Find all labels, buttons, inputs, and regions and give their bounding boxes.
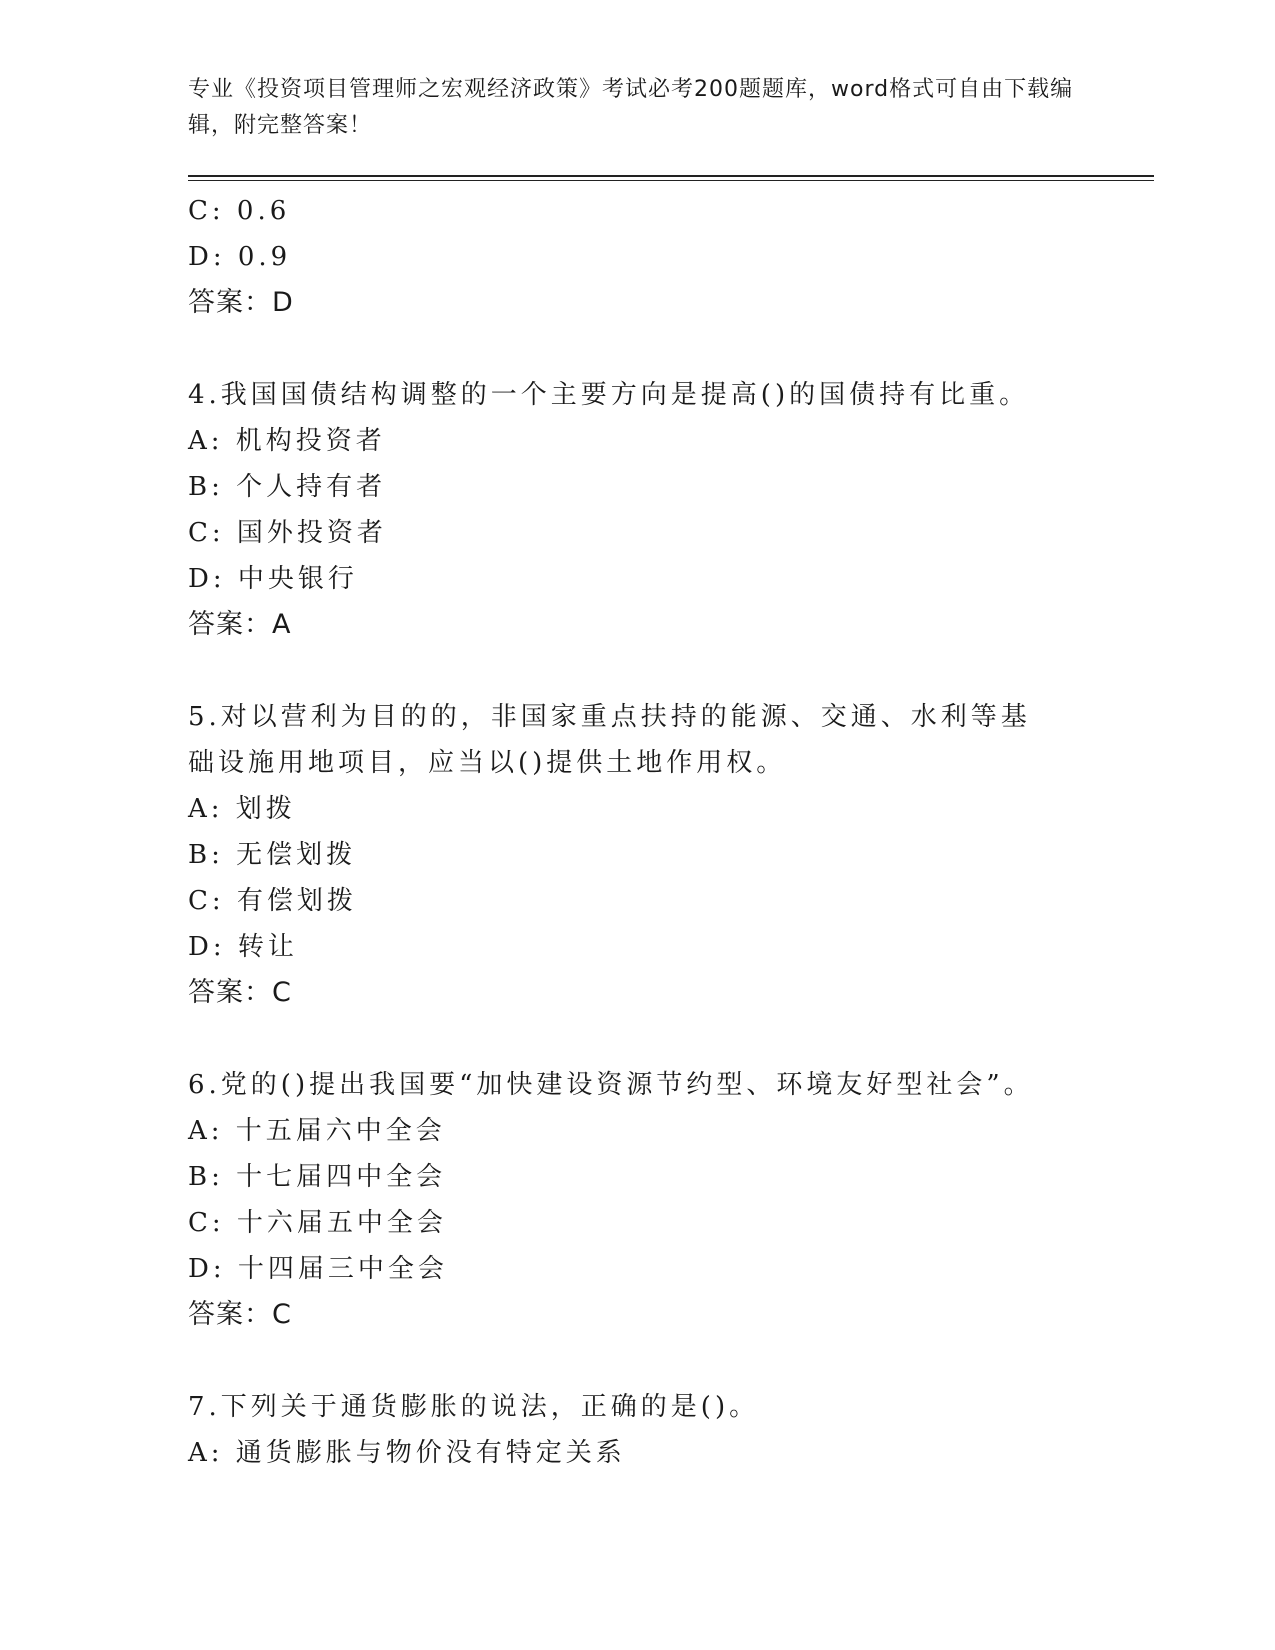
header-divider-thin <box>188 180 1154 181</box>
option-b: B: 十七届四中全会 <box>188 1162 447 1192</box>
option-a: A: 通货膨胀与物价没有特定关系 <box>188 1438 626 1468</box>
option-a: A: 划拨 <box>188 794 296 824</box>
option-d: D: 中央银行 <box>188 564 358 594</box>
answer: 答案：C <box>188 977 292 1008</box>
question-6 <box>188 1062 1088 1338</box>
question-stem: 7.下列关于通货膨胀的说法，正确的是()。 <box>188 1392 760 1422</box>
option-a: A: 机构投资者 <box>188 426 386 456</box>
option-b: B: 个人持有者 <box>188 472 387 502</box>
answer: 答案：A <box>188 609 292 640</box>
question-7 <box>188 1384 1088 1476</box>
option-c: C: 十六届五中全会 <box>188 1208 447 1238</box>
question-stem: 4.我国国债结构调整的一个主要方向是提高()的国债持有比重。 <box>188 380 1030 410</box>
option-c: C: 国外投资者 <box>188 518 387 548</box>
option-d: D: 0.9 <box>188 242 292 272</box>
document-header: 专业《投资项目管理师之宏观经济政策》考试必考200题题库，word格式可自由下载编辑，附完整答案！ <box>188 77 1074 138</box>
question-stem: 5.对以营利为目的的，非国家重点扶持的能源、交通、水利等基础设施用地项目，应当以()提供土地作用权。 <box>188 702 1031 778</box>
option-d: D: 十四届三中全会 <box>188 1254 448 1284</box>
option-c: C: 有偿划拨 <box>188 886 357 916</box>
question-list <box>188 188 1088 1476</box>
question-5 <box>188 694 1088 1016</box>
option-d: D: 转让 <box>188 932 298 962</box>
header-divider-thick <box>188 175 1154 177</box>
question-4 <box>188 372 1088 648</box>
answer: 答案：D <box>188 287 294 318</box>
option-a: A: 十五届六中全会 <box>188 1116 446 1146</box>
option-c: C: 0.6 <box>188 196 291 226</box>
option-b: B: 无偿划拨 <box>188 840 357 870</box>
question-3-partial <box>188 188 1088 326</box>
answer: 答案：C <box>188 1299 292 1330</box>
question-stem: 6.党的()提出我国要“加快建设资源节约型、环境友好型社会”。 <box>188 1070 1034 1100</box>
